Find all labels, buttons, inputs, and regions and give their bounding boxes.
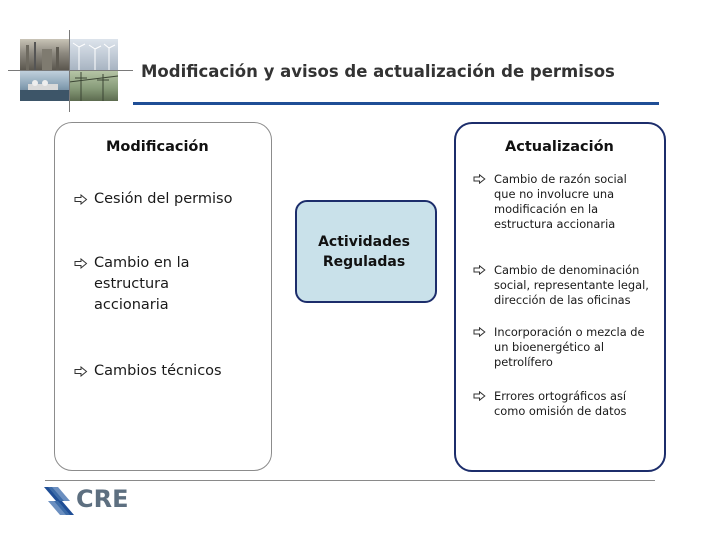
actividades-reguladas-label: Actividades Reguladas — [318, 234, 410, 270]
cre-logo-mark-icon — [44, 487, 76, 519]
power-lines-photo — [69, 70, 118, 101]
header-crossline-horizontal — [8, 70, 133, 71]
hollow-arrow-icon — [74, 361, 94, 382]
header-crossline-vertical — [69, 30, 70, 112]
actualizacion-item-text: Cambio de denominación social, representante legal, dirección de las oficinas — [494, 263, 649, 307]
hollow-arrow-icon — [74, 189, 94, 210]
modificacion-item-text: Cambio en la estructura accionaria — [94, 255, 190, 313]
industrial-plant-photo — [20, 39, 69, 70]
actualizacion-item — [473, 263, 649, 308]
actualizacion-item — [473, 172, 627, 232]
modificacion-heading: Modificación — [106, 139, 209, 155]
actualizacion-heading: Actualización — [505, 139, 614, 155]
hollow-arrow-icon — [473, 325, 494, 370]
hollow-arrow-icon — [473, 263, 494, 308]
modificacion-item-text: Cambios técnicos — [94, 363, 222, 379]
actualizacion-item-text: Incorporación o mezcla de un bioenergético al petrolífero — [494, 325, 645, 369]
modificacion-item — [74, 361, 222, 382]
actualizacion-item-text: Cambio de razón social que no involucre una modificación en la estructura accionaria — [494, 172, 627, 231]
title-underline — [133, 102, 659, 105]
footer-rule — [45, 480, 655, 481]
page-title: Modificación y avisos de actualización de permisos — [141, 62, 615, 81]
actualizacion-item — [473, 389, 627, 419]
actualizacion-item — [473, 325, 645, 370]
hollow-arrow-icon — [473, 172, 494, 232]
hollow-arrow-icon — [473, 389, 494, 419]
cre-logo-text: CRE — [76, 485, 129, 513]
hollow-arrow-icon — [74, 253, 94, 316]
actualizacion-item-text: Errores ortográficos así como omisión de datos — [494, 389, 627, 418]
modificacion-item-text: Cesión del permiso — [94, 191, 233, 207]
modificacion-item — [74, 189, 232, 210]
wind-turbines-photo — [69, 39, 118, 70]
modificacion-item — [74, 253, 189, 316]
gas-ship-photo — [20, 70, 69, 101]
